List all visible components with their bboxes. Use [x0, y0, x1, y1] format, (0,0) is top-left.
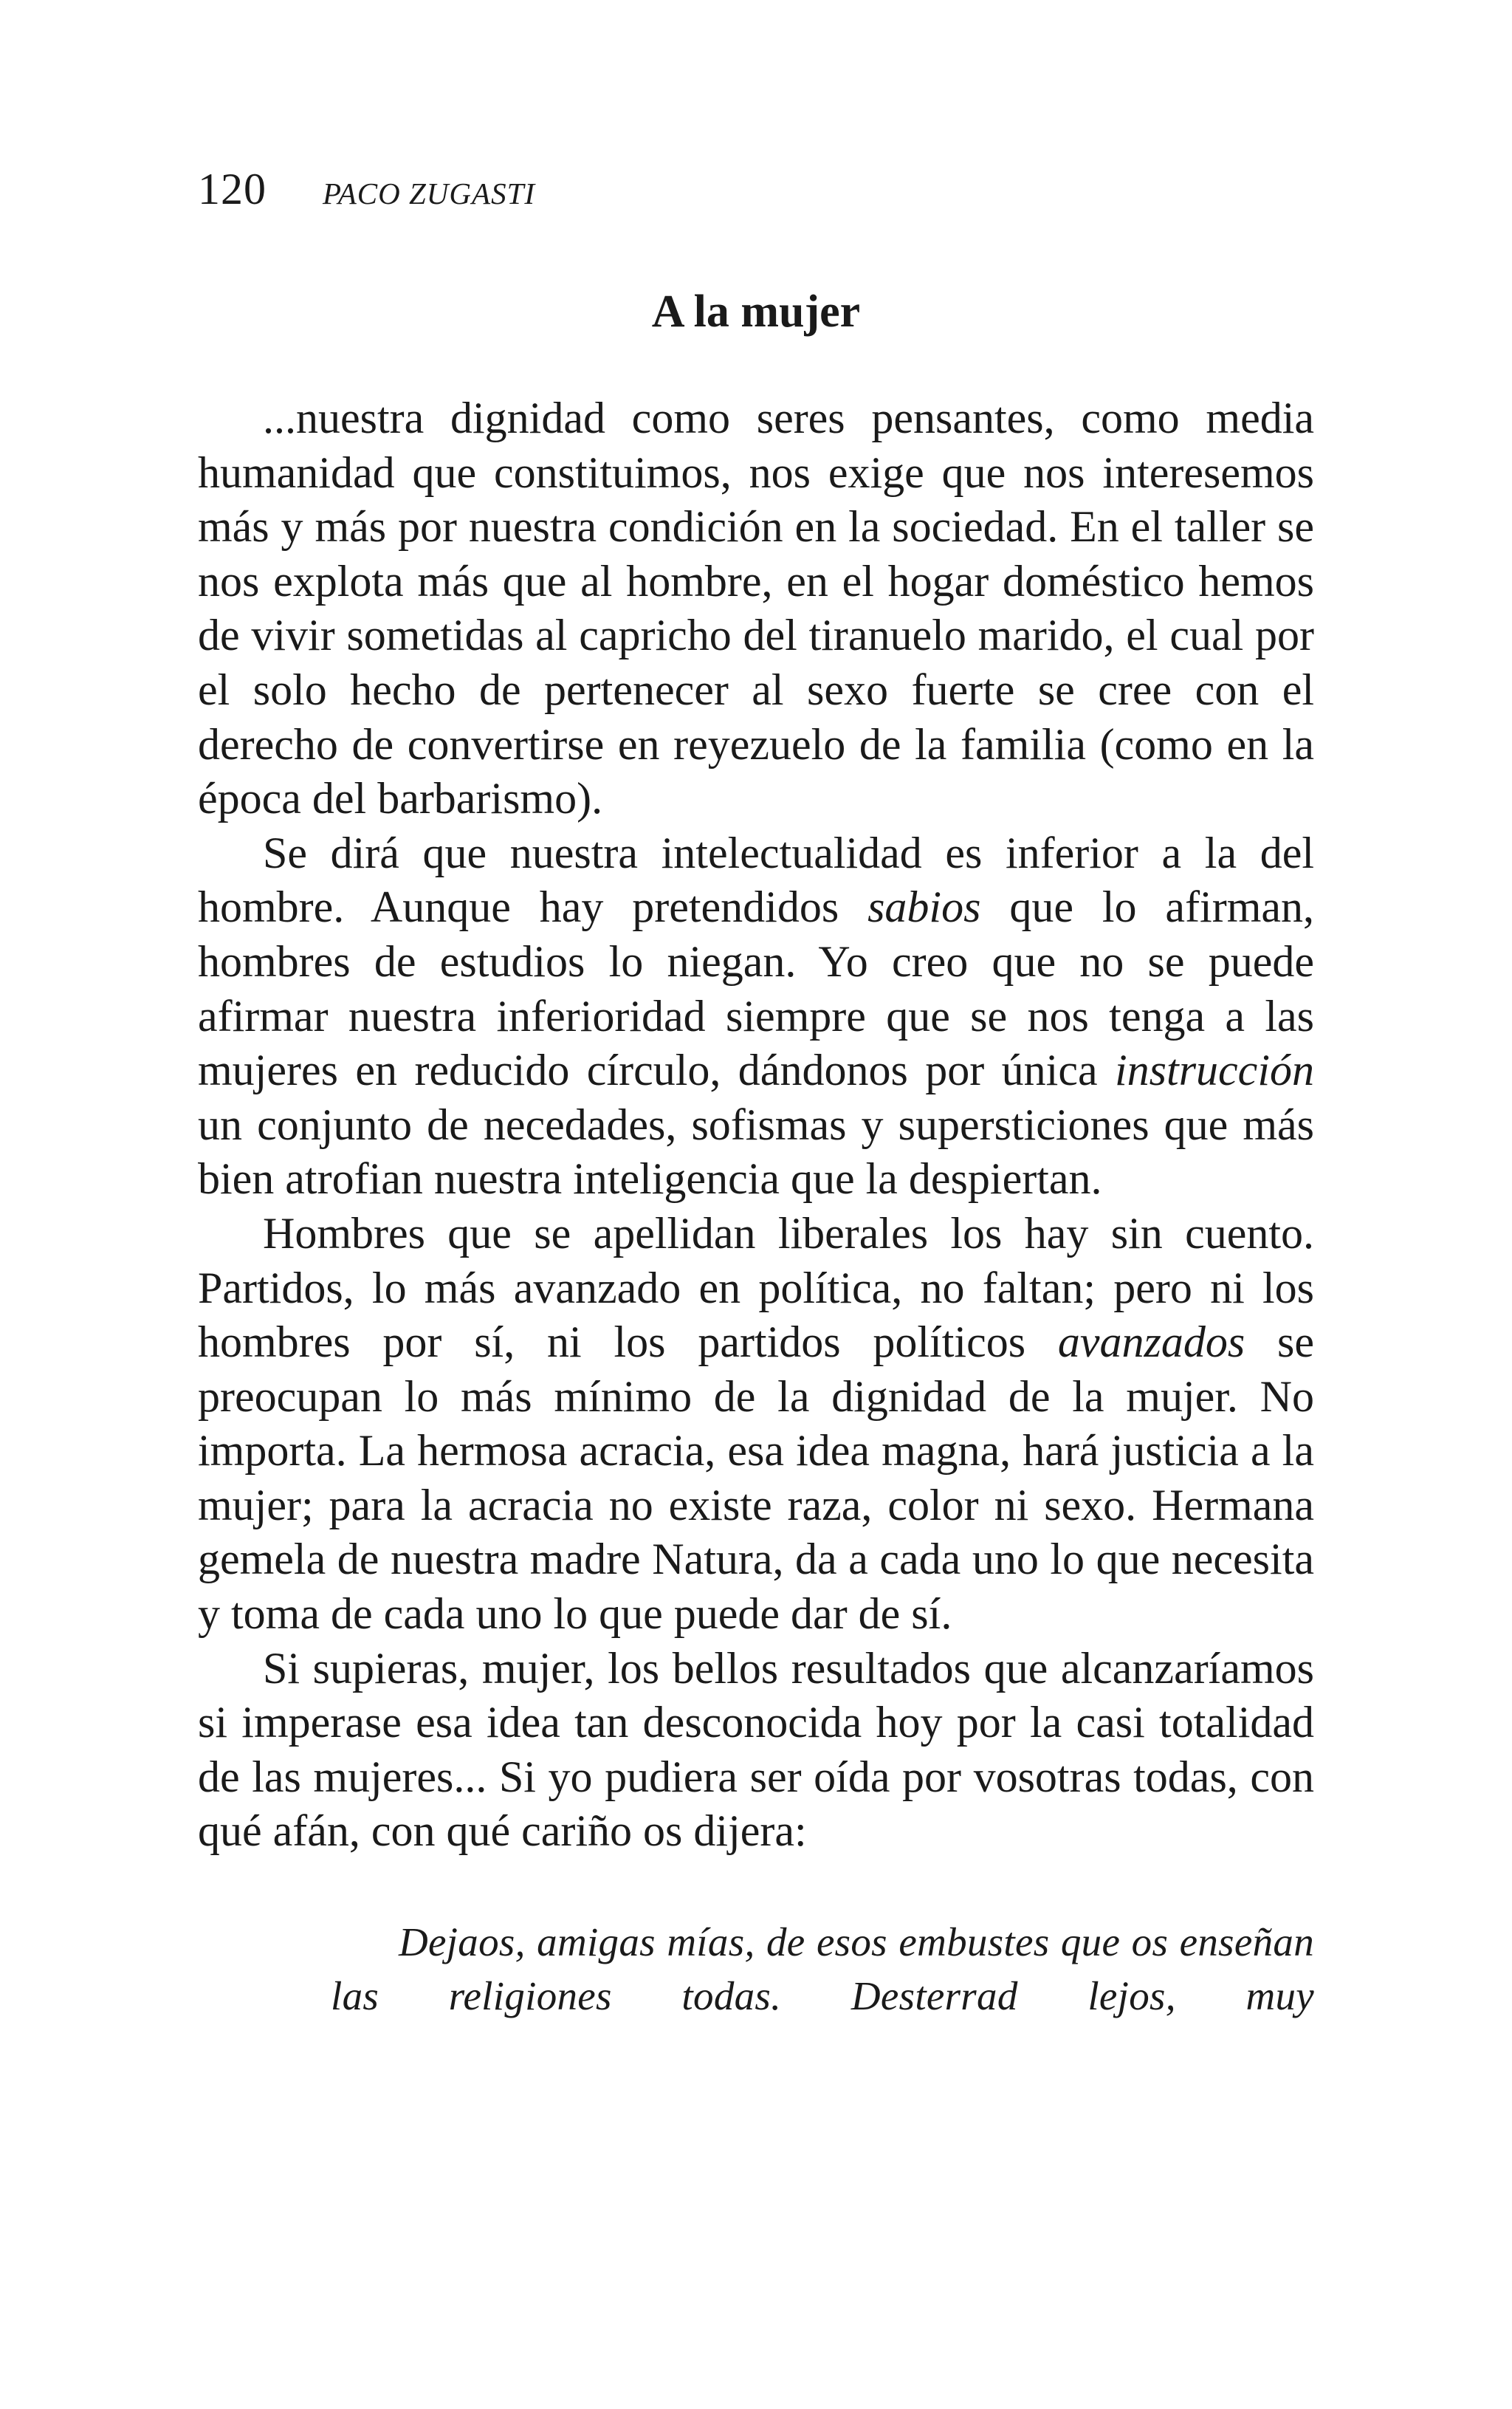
chapter-title: A la mujer — [651, 287, 861, 337]
paragraph-3-text: Hombres que se apellidan liberales los hay sin cuento. Partidos, lo más avanzado en política, no faltan; pero ni los hombres por sí, ni los partidos políticos — [198, 1208, 1314, 1367]
page-number: 120 — [198, 165, 267, 213]
body-text — [198, 391, 1314, 2023]
paragraph-3-text: se preocupan lo más mínimo de la dignidad de la mujer. No importa. La hermosa acracia, esa idea magna, hará justicia a la mujer; para la acracia no existe raza, color ni sexo. Hermana gemela de nuestra madre Natura, da a cada uno lo que necesita y toma de cada uno lo que puede dar de sí. — [198, 1317, 1314, 1639]
running-head — [198, 164, 535, 223]
running-head-author: PACO ZUGASTI — [323, 177, 536, 210]
paragraph-2-emphasis-instruccion: instrucción — [1115, 1046, 1314, 1095]
paragraph-4 — [198, 1642, 1314, 1859]
paragraph-2-text: un conjunto de necedades, sofismas y supersticiones que más bien atrofian nuestra inteligencia que la despiertan. — [198, 1100, 1314, 1204]
paragraph-3 — [198, 1207, 1314, 1642]
paragraph-2-text: Se dirá que nuestra intelectualidad es inferior a la del hombre. Aunque hay pretendidos — [198, 828, 1314, 932]
paragraph-2-text: que lo afirman, hombres de estudios lo niegan. Yo creo que no se puede afirmar nuestra inferioridad siempre que se nos tenga a las mujeres en reducido círculo, dándonos por única — [198, 883, 1314, 1095]
paragraph-2 — [198, 826, 1314, 1207]
paragraph-3-emphasis-avanzados: avanzados — [1057, 1317, 1245, 1367]
paragraph-1 — [198, 391, 1314, 826]
paragraph-2-emphasis-sabios: sabios — [867, 883, 981, 932]
paragraph-1-text: ...nuestra dignidad como seres pensantes, como media humanidad que constituimos, nos exige que nos interesemos más y más por nuestra condición en la sociedad. En el taller se nos explota más que al hombre, en el hogar doméstico hemos de vivir sometidas al capricho del tiranuelo marido, el cual por el solo hecho de pertenecer al sexo fuerte se cree con el derecho de convertirse en reyezuelo de la familia (como en la época del barbarismo). — [198, 394, 1314, 823]
paragraph-4-text: Si supieras, mujer, los bellos resultados que alcanzaríamos si imperase esa idea tan desconocida hoy por la casi totalidad de las mujeres... Si yo pudiera ser oída por vosotras todas, con qué afán, con qué cariño os dijera: — [198, 1643, 1314, 1856]
block-quote: Dejaos, amigas mías, de esos embustes que os enseñan las religiones todas. Desterrad lejos, muy — [331, 1919, 1314, 2019]
